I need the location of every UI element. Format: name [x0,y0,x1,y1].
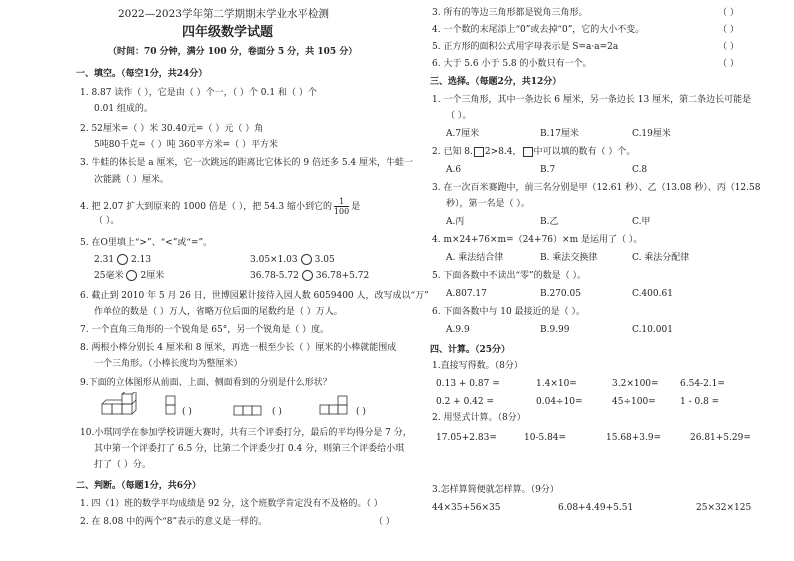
calc-oral-8: 1 - 0.8 = [680,397,720,407]
section-calculation: 四、计算。（25分） [430,345,511,355]
blank-circle-icon[interactable] [301,254,312,265]
judge-6-paren: （ ） [718,59,739,69]
choice-3-option-c[interactable]: C.甲 [632,217,651,227]
choice-3-option-b[interactable]: B.乙 [540,217,559,227]
question-2-line-1: 2. 52厘米=（ ）米 30.40元=（ ）元（ ）角 [80,124,264,134]
choice-2-part-3: 中可以填的数有（ ）个。 [533,147,636,157]
exam-info: （时间：70 分钟，满分 100 分，卷面分 5 分，共 105 分） [108,47,358,57]
compare-left: 36.78-5.72 [250,271,299,281]
question-4-line-1 [80,197,360,216]
question-4-text: 4. 把 2.07 扩大到原来的 1000 倍是（ ），把 54.3 缩小到它的 [80,202,332,212]
question-10-line-2: 其中第一个评委打了 6.5 分，比第二个评委少打 0.4 分，则第三个评委给小琪 [94,444,405,454]
choice-6-option-b[interactable]: B.9.99 [540,325,570,335]
blank-circle-icon[interactable] [302,270,313,281]
calc-vertical-heading: 2. 用竖式计算。（8分） [432,413,526,423]
judge-6: 6. 大于 5.6 小于 5.8 的小数只有一个。 [432,59,592,69]
calc-simplify-heading: 3.怎样算简便就怎样算。（9分） [432,485,559,495]
choice-5-option-c[interactable]: C.400.61 [632,289,673,299]
solid-figure-icon [100,392,140,420]
choice-4-option-a[interactable]: A. 乘法结合律 [446,253,504,263]
choice-2-option-b[interactable]: B.7 [540,165,556,175]
judge-2: 2. 在 8.08 中的两个“8”表示的意义是一样的。 [80,517,268,527]
question-5-heading: 5. 在O里填上“>”、“<”或“=”。 [80,238,213,248]
choice-2-option-c[interactable]: C.8 [632,165,648,175]
question-6-line-2: 作单位的数是（ ）万人，省略万位后面的尾数约是（ ）万人。 [94,307,343,317]
calc-simplify-3: 25×32×125 [696,503,752,513]
choice-5-option-a[interactable]: A.807.17 [446,289,487,299]
blank-square-icon [523,147,533,157]
judge-4: 4. 一个数的末尾添上“0”或去掉“0”，它的大小不变。 [432,25,645,35]
calc-oral-3: 3.2×100= [612,379,659,389]
choice-4: 4. m×24+76×m=（24+76）×m 是运用了（ ）。 [432,235,643,245]
section-fill-blank: 一、填空。（每空1分，共24分） [76,69,208,79]
question-6-line-1: 6. 截止到 2010 年 5 月 26 日，世博园累计接待入园人数 6059400 人，改写成以“万” [80,291,429,301]
question-1-line-2: 0.01 组成的。 [94,104,153,114]
answer-paren-top: ( ) [272,407,282,417]
judge-4-paren: （ ） [718,25,739,35]
judge-1: 1. 四（1）班的数学平均成绩是 92 分，这个班数学肯定没有不及格的。（ ） [80,499,383,509]
calc-simplify-2: 6.08+4.49+5.51 [558,503,634,513]
judge-5-paren: （ ） [718,42,739,52]
judge-2-paren: （ ） [374,517,395,527]
page-title: 四年级数学试题 [182,25,274,40]
question-8-line-1: 8. 两根小棒分别长 4 厘米和 8 厘米，再选一根至少长（ ）厘米的小棒就能围成 [80,343,397,353]
fraction-numerator: 1 [334,197,349,207]
choice-3-option-a[interactable]: A.丙 [446,217,465,227]
calc-oral-2: 1.4×10= [536,379,577,389]
compare-item-2b [250,270,369,282]
question-10-line-3: 打了（ ）分。 [94,460,151,470]
calc-simplify-1: 44×35+56×35 [432,503,501,513]
choice-5: 5. 下面各数中不读出“零”的数是（ ）。 [432,271,587,281]
question-10-line-1: 10.小琪同学在参加学校讲题大赛时，共有三个评委打分，最后的平均得分是 7 分， [80,428,412,438]
calc-vertical-2: 10-5.84= [524,433,567,443]
calc-vertical-4: 26.81+5.29= [690,433,751,443]
blank-circle-icon[interactable] [126,270,137,281]
choice-6: 6. 下面各数中与 10 最接近的是（ ）。 [432,307,585,317]
side-view-shape-icon [318,394,354,418]
choice-1-option-a[interactable]: A.7厘米 [446,129,480,139]
calc-vertical-1: 17.05+2.83= [436,433,497,443]
fraction [334,197,349,216]
calc-oral-5: 0.2 + 0.42 = [436,397,495,407]
choice-3-line-2: 秒），第一名是（ ）。 [446,199,530,209]
choice-5-option-b[interactable]: B.270.05 [540,289,581,299]
section-choice: 三、选择。（每题2分，共12分） [430,77,562,87]
compare-right: 2厘米 [140,271,165,281]
compare-left: 3.05×1.03 [250,255,298,265]
question-3-line-1: 3. 牛蛙的体长是 a 厘米，它一次跳远的距离比它体长的 9 倍还多 5.4 厘米，牛蛙一 [80,158,414,168]
question-1-line-1: 1. 8.87 读作（ ），它是由（ ）个一，（ ）个 0.1 和（ ）个 [80,88,317,98]
fraction-denominator: 100 [333,207,350,216]
choice-1-line-1: 1. 一个三角形，其中一条边长 6 厘米，另一条边长 13 厘米，第二条边长可能是 [432,95,752,105]
blank-circle-icon[interactable] [117,254,128,265]
compare-item-2a [94,270,164,282]
calc-oral-7: 45÷100= [612,397,656,407]
calc-oral-heading: 1.直接写得数。（8分） [432,361,523,371]
compare-right: 36.78+5.72 [315,271,370,281]
calc-vertical-3: 15.68+3.9= [606,433,662,443]
calc-oral-6: 0.04÷10= [536,397,583,407]
compare-item-1b [250,254,335,266]
choice-1-line-2: （ ）。 [446,111,472,121]
choice-1-option-b[interactable]: B.17厘米 [540,129,579,139]
question-9: 9.下面的立体图形从前面、上面、侧面看到的分别是什么形状？ [80,378,332,388]
compare-item-1a [94,254,151,266]
choice-6-option-a[interactable]: A.9.9 [446,325,470,335]
judge-5: 5. 正方形的面积公式用字母表示是 S=a·a=2a [432,42,619,52]
choice-1-option-c[interactable]: C.19厘米 [632,129,671,139]
answer-paren-front: ( ) [182,407,192,417]
choice-2-part-1: 2. 已知 8. [432,147,473,157]
question-7: 7. 一个直角三角形的一个锐角是 65°，另一个锐角是（ ）度。 [80,325,330,335]
section-true-false: 二、判断。（每题1分，共6分） [76,481,202,491]
calc-oral-1: 0.13 + 0.87 = [436,379,500,389]
answer-paren-side: ( ) [356,407,366,417]
calc-oral-4: 6.54-2.1= [680,379,725,389]
compare-right: 3.05 [314,255,335,265]
judge-3: 3. 所有的等边三角形都是锐角三角形。 [432,8,588,18]
blank-square-icon [474,147,484,157]
question-3-line-2: 次能跳（ ）厘米。 [94,175,169,185]
choice-4-option-b[interactable]: B. 乘法交换律 [540,253,598,263]
question-8-line-2: 一个三角形。（小棒长度均为整厘米） [94,359,243,369]
compare-left: 2.31 [94,255,115,265]
compare-left: 25毫米 [94,271,124,281]
choice-2-stem [432,146,635,158]
choice-2-option-a[interactable]: A.6 [446,165,462,175]
judge-3-paren: （ ） [718,8,739,18]
exam-year-header: 2022—2023学年第二学期期末学业水平检测 [118,8,329,20]
front-view-shape-icon [164,394,178,418]
choice-4-option-c[interactable]: C. 乘法分配律 [632,253,690,263]
question-4-suffix: 是 [351,202,361,212]
choice-6-option-c[interactable]: C.10.001 [632,325,673,335]
compare-right: 2.13 [131,255,152,265]
choice-2-part-2: 2>8.4， [484,147,522,157]
question-2-line-2: 5吨80千克=（ ）吨 360平方米=（ ）平方米 [94,140,279,150]
top-view-shape-icon [232,404,268,418]
choice-3-line-1: 3. 在一次百米赛跑中，前三名分别是甲（12.61 秒）、乙（13.08 秒）、丙（12.58 [432,183,761,193]
question-4-line-2: （ ）。 [94,216,120,226]
